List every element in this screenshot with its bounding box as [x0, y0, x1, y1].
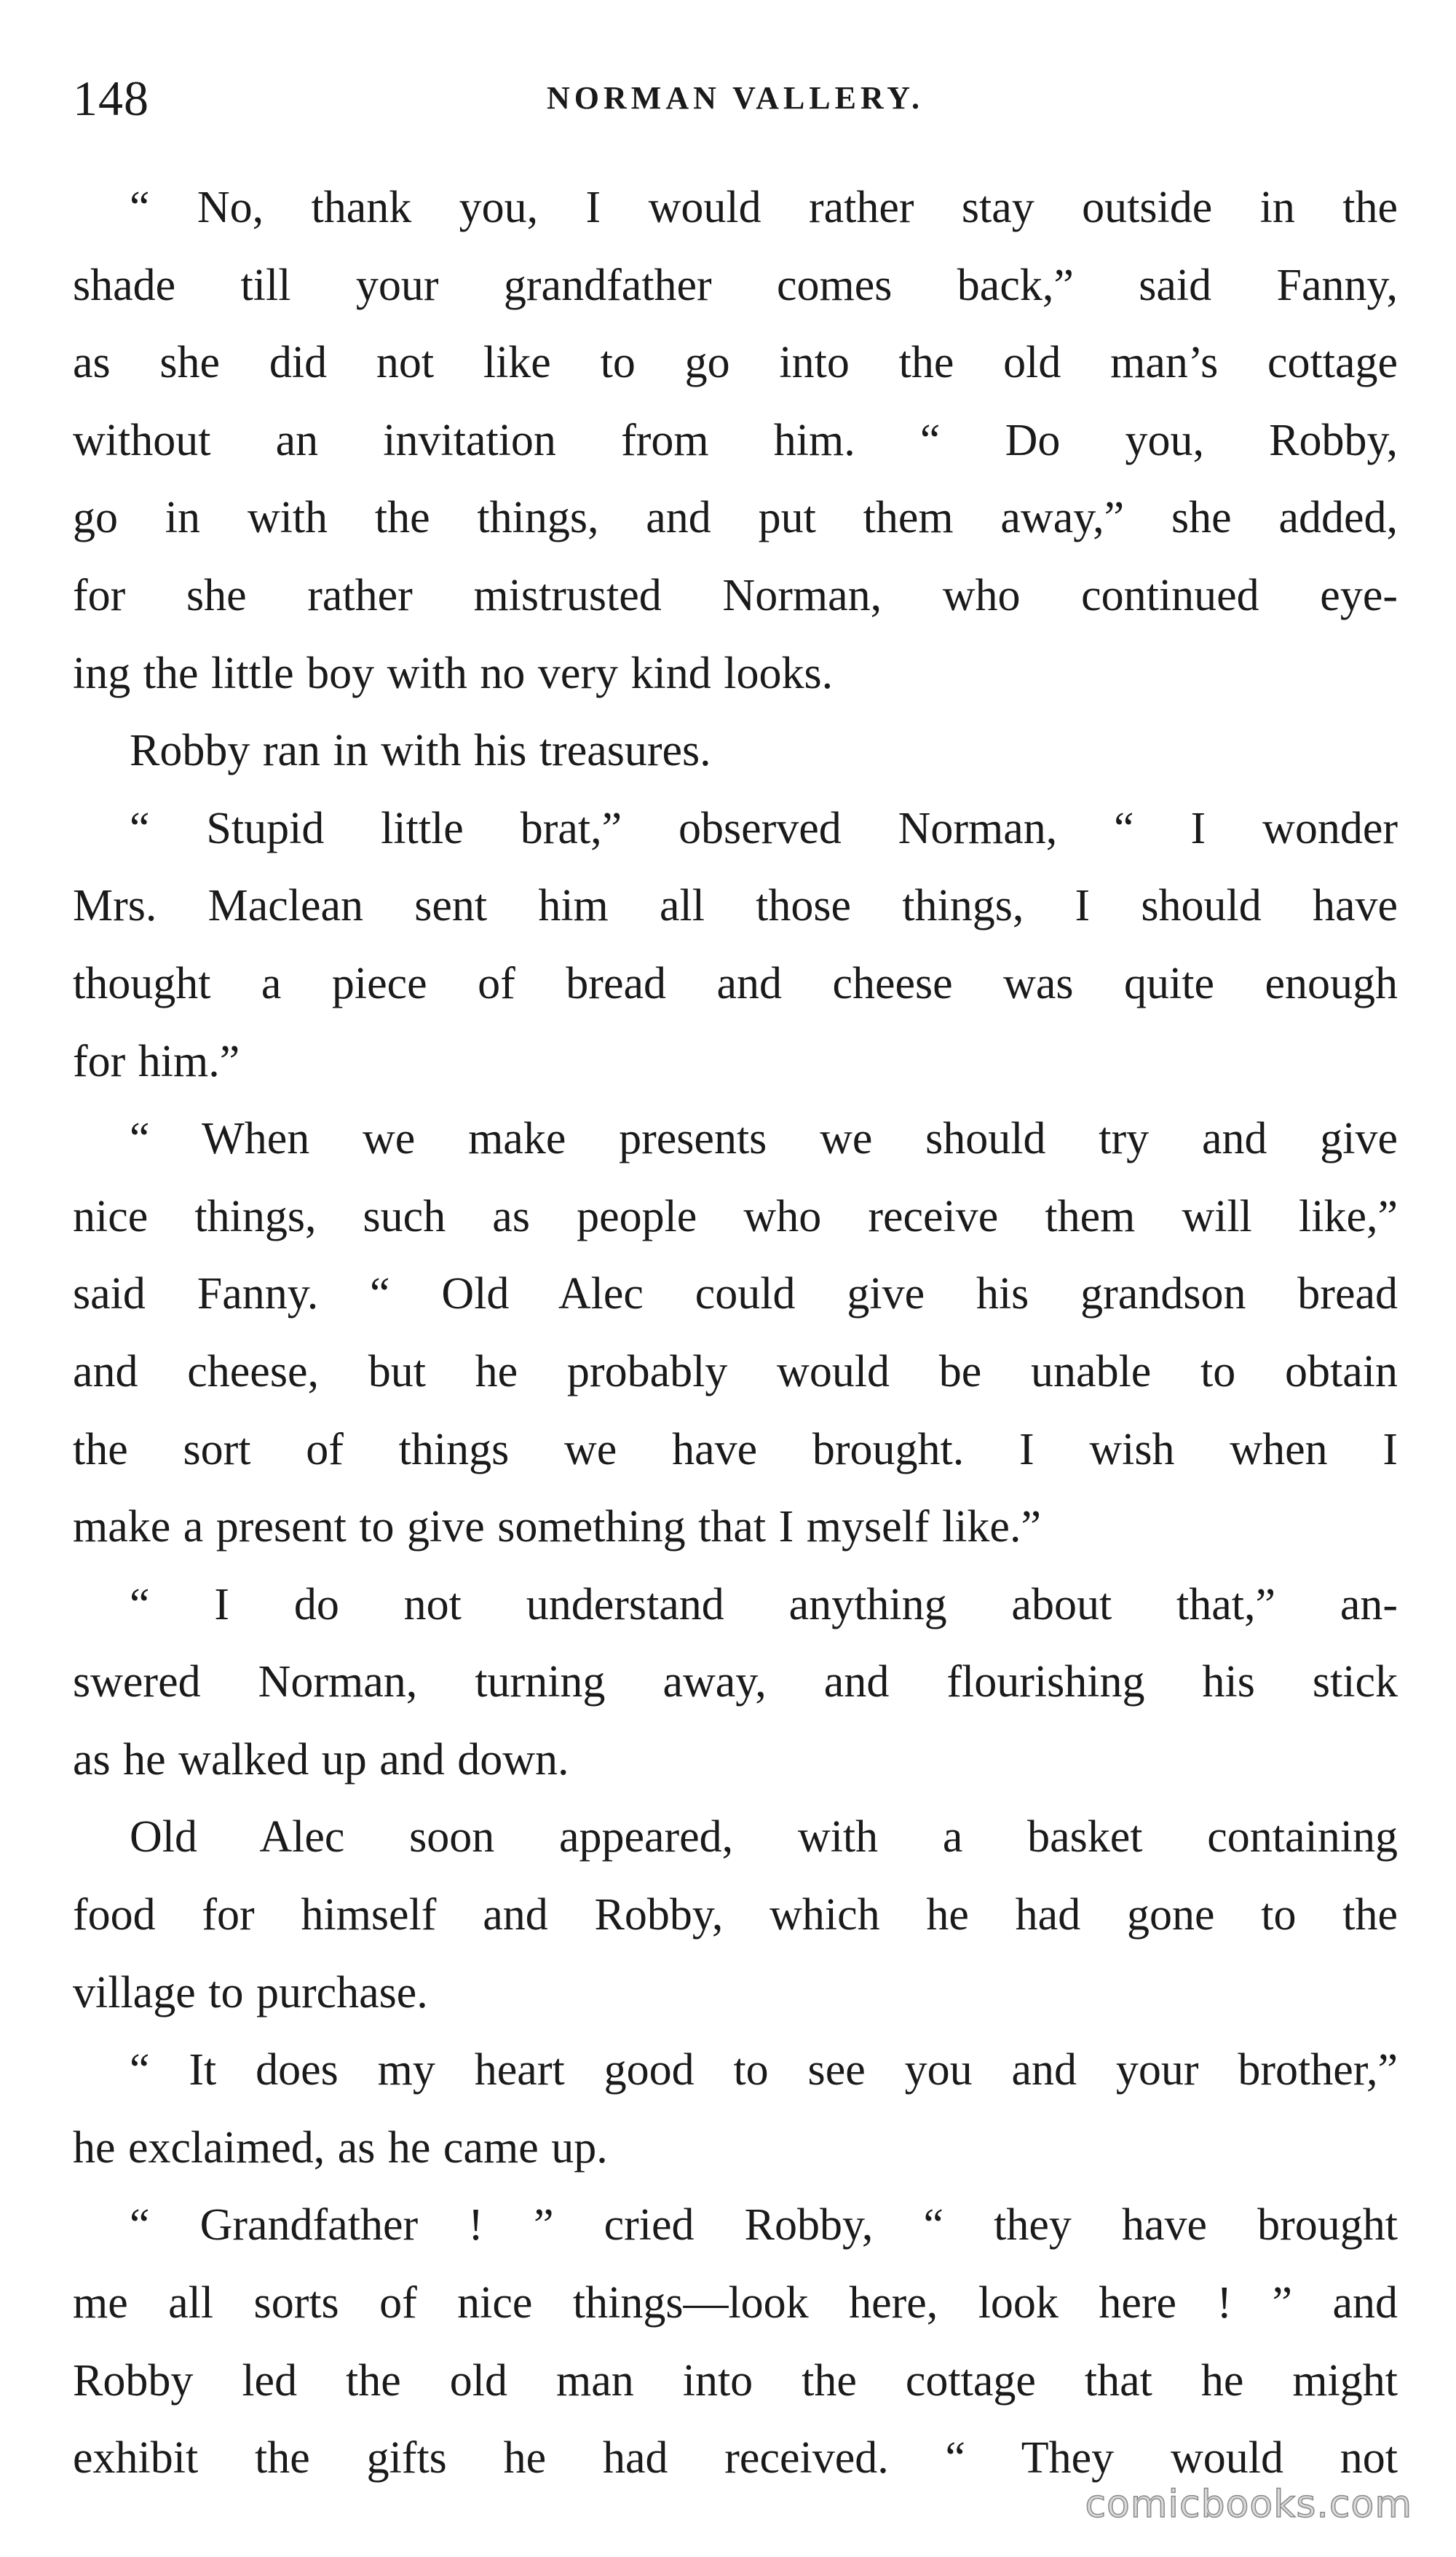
- paragraph: [73, 1798, 1398, 2031]
- text-line: go in with the things, and put them away,” she added,: [73, 493, 1398, 543]
- paragraph: [73, 169, 1398, 712]
- text-line: Robby led the old man into the cottage that he might: [73, 2355, 1398, 2406]
- text-line: food for himself and Robby, which he had gone to the: [73, 1890, 1398, 1940]
- page-body: [73, 169, 1398, 2497]
- text-line: Robby ran in with his treasures.: [130, 726, 711, 776]
- text-line: exhibit the gifts he had received. “ They would not: [73, 2433, 1398, 2483]
- text-line: “ It does my heart good to see you and your brother,”: [130, 2045, 1398, 2095]
- paragraph: [73, 1566, 1398, 1799]
- running-title: NORMAN VALLERY.: [547, 80, 924, 116]
- paragraph: [73, 2186, 1398, 2497]
- text-line: thought a piece of bread and cheese was quite enough: [73, 958, 1398, 1008]
- text-line: as he walked up and down.: [73, 1734, 569, 1785]
- text-line: and cheese, but he probably would be unable to obtain: [73, 1346, 1398, 1396]
- text-line: make a present to give something that I myself like.”: [73, 1502, 1041, 1552]
- paragraph: [73, 712, 1398, 790]
- text-line: me all sorts of nice things—look here, look here ! ” and: [73, 2278, 1398, 2328]
- text-line: nice things, such as people who receive them will like,”: [73, 1191, 1398, 1241]
- text-line: swered Norman, turning away, and flourishing his stick: [73, 1657, 1398, 1707]
- paragraph: [73, 790, 1398, 1100]
- text-line: for him.”: [73, 1036, 240, 1086]
- text-line: the sort of things we have brought. I wish when I: [73, 1424, 1398, 1474]
- text-line: said Fanny. “ Old Alec could give his grandson bread: [73, 1269, 1398, 1319]
- text-line: “ No, thank you, I would rather stay outside in the: [130, 183, 1398, 232]
- paragraph: [73, 2031, 1398, 2186]
- watermark-logo: comicbooks.com: [1085, 2483, 1412, 2526]
- text-line: he exclaimed, as he came up.: [73, 2122, 608, 2173]
- text-line: “ Grandfather ! ” cried Robby, “ they have brought: [130, 2200, 1398, 2250]
- text-line: shade till your grandfather comes back,” said Fanny,: [73, 260, 1398, 310]
- text-line: “ When we make presents we should try and give: [130, 1114, 1398, 1164]
- text-line: for she rather mistrusted Norman, who continued eye-: [73, 570, 1398, 620]
- text-line: village to purchase.: [73, 1967, 428, 2017]
- page-number: 148: [73, 71, 149, 126]
- text-line: as she did not like to go into the old man’s cottage: [73, 338, 1398, 388]
- text-line: Old Alec soon appeared, with a basket containing: [130, 1812, 1398, 1862]
- page-header: [73, 62, 1398, 135]
- text-line: without an invitation from him. “ Do you, Robby,: [73, 415, 1398, 465]
- text-line: “ Stupid little brat,” observed Norman, “ I wonder: [130, 803, 1398, 853]
- text-line: “ I do not understand anything about that,” an-: [130, 1579, 1398, 1629]
- text-line: ing the little boy with no very kind looks.: [73, 648, 834, 698]
- text-line: Mrs. Maclean sent him all those things, I should have: [73, 881, 1398, 931]
- paragraph: [73, 1100, 1398, 1566]
